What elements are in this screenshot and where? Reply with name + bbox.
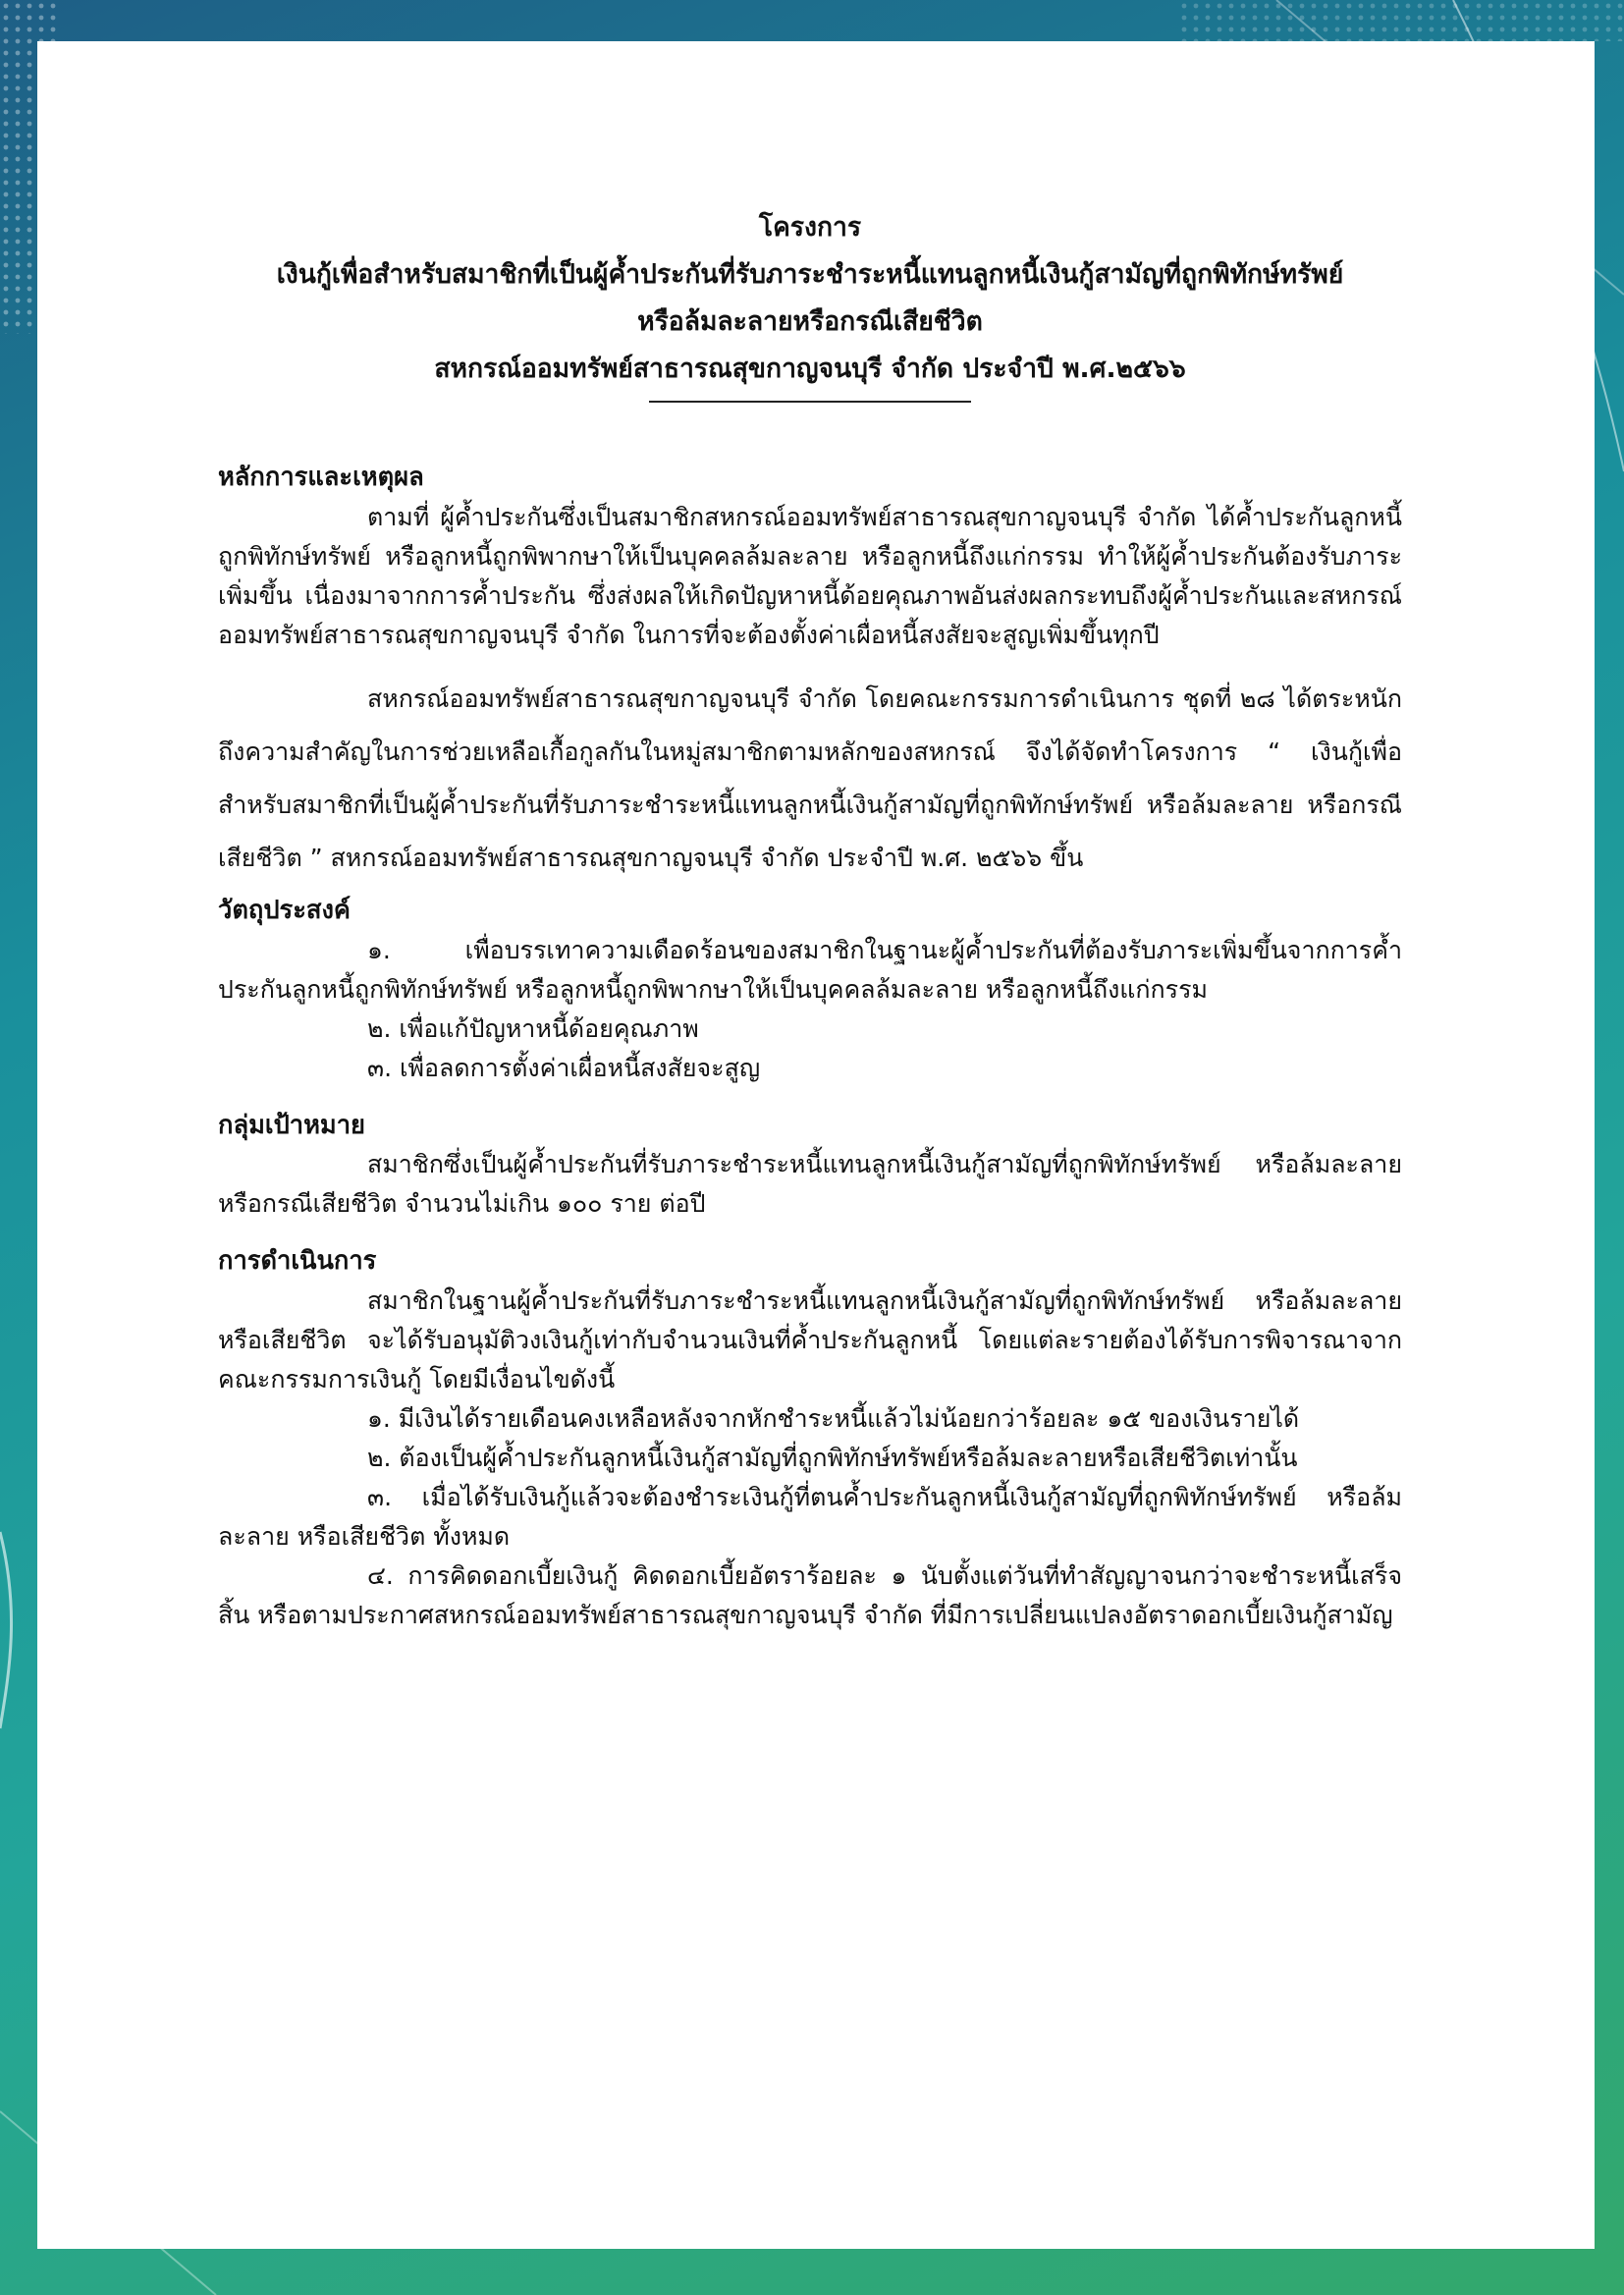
operation-condition-3: ๓. เมื่อได้รับเงินกู้แล้วจะต้องชำระเงินกู้ที่ตนค้ำประกันลูกหนี้เงินกู้สามัญที่ถูกพิทักษ์ทรัพย์ หรือล้มละลาย หรือเสียชีวิต ทั้งหมด xyxy=(218,1483,1402,1552)
title-line-3: หรือล้มละลายหรือกรณีเสียชีวิต xyxy=(637,306,983,337)
heading-target-group: กลุ่มเป้าหมาย xyxy=(218,1110,365,1140)
objective-item-3: ๓. เพื่อลดการตั้งค่าเผื่อหนี้สงสัยจะสูญ xyxy=(367,1053,761,1082)
title-line-1: โครงการ xyxy=(758,212,862,243)
document-content xyxy=(218,204,1402,1635)
rationale-paragraph-2: สหกรณ์ออมทรัพย์สาธารณสุขกาญจนบุรี จำกัด โดยคณะกรรมการดำเนินการ ชุดที่ ๒๘ ได้ตระหนักถึงความสำคัญในการช่วยเหลือเกื้อกูลกันในหมู่สมาชิกตามหลักของสหกรณ์ จึงได้จัดทำโครงการ “ เงินกู้เพื่อสำหรับสมาชิกที่เป็นผู้ค้ำประกันที่รับภาระชำระหนี้แทนลูกหนี้เงินกู้สามัญที่ถูกพิทักษ์ทรัพย์ หรือล้มละลาย หรือกรณีเสียชีวิต ” สหกรณ์ออมทรัพย์สาธารณสุขกาญจนบุรี จำกัด ประจำปี พ.ศ. ๒๕๖๖ ขึ้น xyxy=(218,683,1402,872)
title-block xyxy=(218,204,1402,393)
operation-paragraph: สมาชิกในฐานผู้ค้ำประกันที่รับภาระชำระหนี้แทนลูกหนี้เงินกู้สามัญที่ถูกพิทักษ์ทรัพย์ หรือล้มละลาย หรือเสียชีวิต จะได้รับอนุมัติวงเงินกู้เท่ากับจำนวนเงินที่ค้ำประกันลูกหนี้ โดยแต่ละรายต้องได้รับการพิจารณาจากคณะกรรมการเงินกู้ โดยมีเงื่อนไขดังนี้ xyxy=(218,1286,1402,1394)
heading-operation: การดำเนินการ xyxy=(218,1246,377,1277)
operation-condition-4: ๔. การคิดดอกเบี้ยเงินกู้ คิดดอกเบี้ยอัตราร้อยละ ๑ นับตั้งแต่วันที่ทำสัญญาจนกว่าจะชำระหนี้เสร็จสิ้น หรือตามประกาศสหกรณ์ออมทรัพย์สาธารณสุขกาญจนบุรี จำกัด ที่มีการเปลี่ยนแปลงอัตราดอกเบี้ยเงินกู้สามัญ xyxy=(218,1561,1402,1630)
heading-rationale: หลักการและเหตุผล xyxy=(218,463,424,492)
title-line-2: เงินกู้เพื่อสำหรับสมาชิกที่เป็นผู้ค้ำประกันที่รับภาระชำระหนี้แทนลูกหนี้เงินกู้สามัญที่ถูกพิทักษ์ทรัพย์ xyxy=(276,259,1344,290)
operation-condition-2: ๒. ต้องเป็นผู้ค้ำประกันลูกหนี้เงินกู้สามัญที่ถูกพิทักษ์ทรัพย์หรือล้มละลายหรือเสียชีวิตเท่านั้น xyxy=(367,1444,1298,1473)
title-line-4: สหกรณ์ออมทรัพย์สาธารณสุขกาญจนบุรี จำกัด ประจำปี พ.ศ.๒๕๖๖ xyxy=(434,354,1186,384)
target-paragraph: สมาชิกซึ่งเป็นผู้ค้ำประกันที่รับภาระชำระหนี้แทนลูกหนี้เงินกู้สามัญที่ถูกพิทักษ์ทรัพย์ หรือล้มละลาย หรือกรณีเสียชีวิต จำนวนไม่เกิน ๑๐๐ ราย ต่อปี xyxy=(218,1150,1402,1219)
objective-item-2: ๒. เพื่อแก้ปัญหาหนี้ด้อยคุณภาพ xyxy=(367,1013,699,1043)
operation-condition-1: ๑. มีเงินได้รายเดือนคงเหลือหลังจากหักชำระหนี้แล้วไม่น้อยกว่าร้อยละ ๑๕ ของเงินรายได้ xyxy=(367,1404,1300,1434)
objective-item-1: ๑. เพื่อบรรเทาความเดือดร้อนของสมาชิกในฐานะผู้ค้ำประกันที่ต้องรับภาระเพิ่มขึ้นจากการค้ำประกันลูกหนี้ถูกพิทักษ์ทรัพย์ หรือลูกหนี้ถูกพิพากษาให้เป็นบุคคลล้มละลาย หรือลูกหนี้ถึงแก่กรรม xyxy=(218,935,1402,1004)
heading-objectives: วัตถุประสงค์ xyxy=(218,895,351,925)
rationale-paragraph-1: ตามที่ ผู้ค้ำประกันซึ่งเป็นสมาชิกสหกรณ์ออมทรัพย์สาธารณสุขกาญจนบุรี จำกัด ได้ค้ำประกันลูกหนี้ถูกพิทักษ์ทรัพย์ หรือลูกหนี้ถูกพิพากษาให้เป็นบุคคลล้มละลาย หรือลูกหนี้ถึงแก่กรรม ทำให้ผู้ค้ำประกันต้องรับภาระเพิ่มขึ้น เนื่องมาจากการค้ำประกัน ซึ่งส่งผลให้เกิดปัญหาหนี้ด้อยคุณภาพอันส่งผลกระทบถึงผู้ค้ำประกันและสหกรณ์ออมทรัพย์สาธารณสุขกาญจนบุรี จำกัด ในการที่จะต้องตั้งค่าเผื่อหนี้สงสัยจะสูญเพิ่มขึ้นทุกปี xyxy=(218,502,1402,649)
